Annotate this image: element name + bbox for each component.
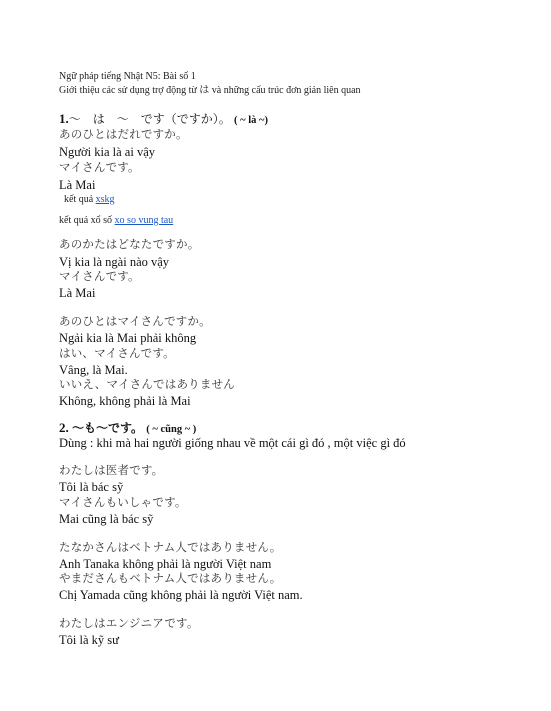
example-jp: わたしはエンジニアです。: [59, 616, 199, 630]
example-vn: Người kia là ai vậy: [59, 145, 155, 159]
document-title: Ngữ pháp tiếng Nhật N5: Bài số 1: [59, 71, 196, 82]
example-jp: マイさんです。: [59, 160, 140, 174]
section-1-number: 1.: [59, 111, 69, 126]
section-1-pattern: ～ は ～ です（ですか）。: [68, 112, 231, 126]
document-subtitle: Giới thiệu các sử dụng trợ động từ は và những cấu trúc đơn giản liên quan: [59, 85, 361, 96]
ad-1-prefix: kết quả: [64, 194, 94, 205]
example-jp: マイさんです。: [59, 269, 140, 283]
ad-link-xskg[interactable]: xskg: [95, 194, 115, 205]
example-jp: はい、マイさんです。: [59, 346, 175, 360]
example-jp: わたしは医者です。: [59, 463, 164, 477]
example-vn: Chị Yamada cũng không phải là người Việt nam.: [59, 588, 303, 602]
section-1-meaning: ( ~ là ~): [234, 115, 268, 126]
ad-link-xo-so-vung-tau[interactable]: xo so vung tau: [114, 215, 174, 226]
example-jp: やまださんもベトナム人ではありません。: [59, 571, 282, 585]
section-2-pattern: ～も～です。: [72, 421, 144, 435]
ad-2-prefix: kết quả xổ số: [59, 215, 113, 226]
example-jp: あのひとはマイさんですか。: [59, 314, 211, 328]
section-2-number: 2.: [59, 420, 69, 435]
ad-line-1: [64, 195, 115, 205]
example-vn: Vâng, là Mai.: [59, 363, 128, 377]
example-vn: Tôi là kỹ sư: [59, 633, 119, 647]
example-vn: Không, không phải là Mai: [59, 394, 191, 408]
section-1-heading: [59, 112, 268, 127]
section-2-heading: [59, 421, 196, 436]
example-jp: あのかたはどなたですか。: [59, 237, 200, 251]
section-2-usage: Dùng : khi mà hai người giống nhau về một cái gì đó , một việc gì đó: [59, 436, 406, 450]
ad-line-2: [59, 216, 173, 226]
example-vn: Tôi là bác sỹ: [59, 480, 124, 494]
example-vn: Là Mai: [59, 286, 96, 300]
example-vn: Anh Tanaka không phải là người Việt nam: [59, 557, 272, 571]
example-vn: Vị kia là ngài nào vậy: [59, 255, 170, 269]
example-vn: Là Mai: [59, 178, 96, 192]
example-jp: いいえ、マイさんではありません: [59, 377, 235, 391]
example-jp: たなかさんはベトナム人ではありません。: [59, 540, 282, 554]
example-jp: あのひとはだれですか。: [59, 127, 188, 141]
example-vn: Ngải kia là Mai phải không: [59, 331, 197, 345]
example-vn: Mai cũng là bác sỹ: [59, 512, 154, 526]
example-jp: マイさんもいしゃです。: [59, 495, 187, 509]
section-2-meaning: ( ~ cũng ~ ): [146, 424, 197, 435]
